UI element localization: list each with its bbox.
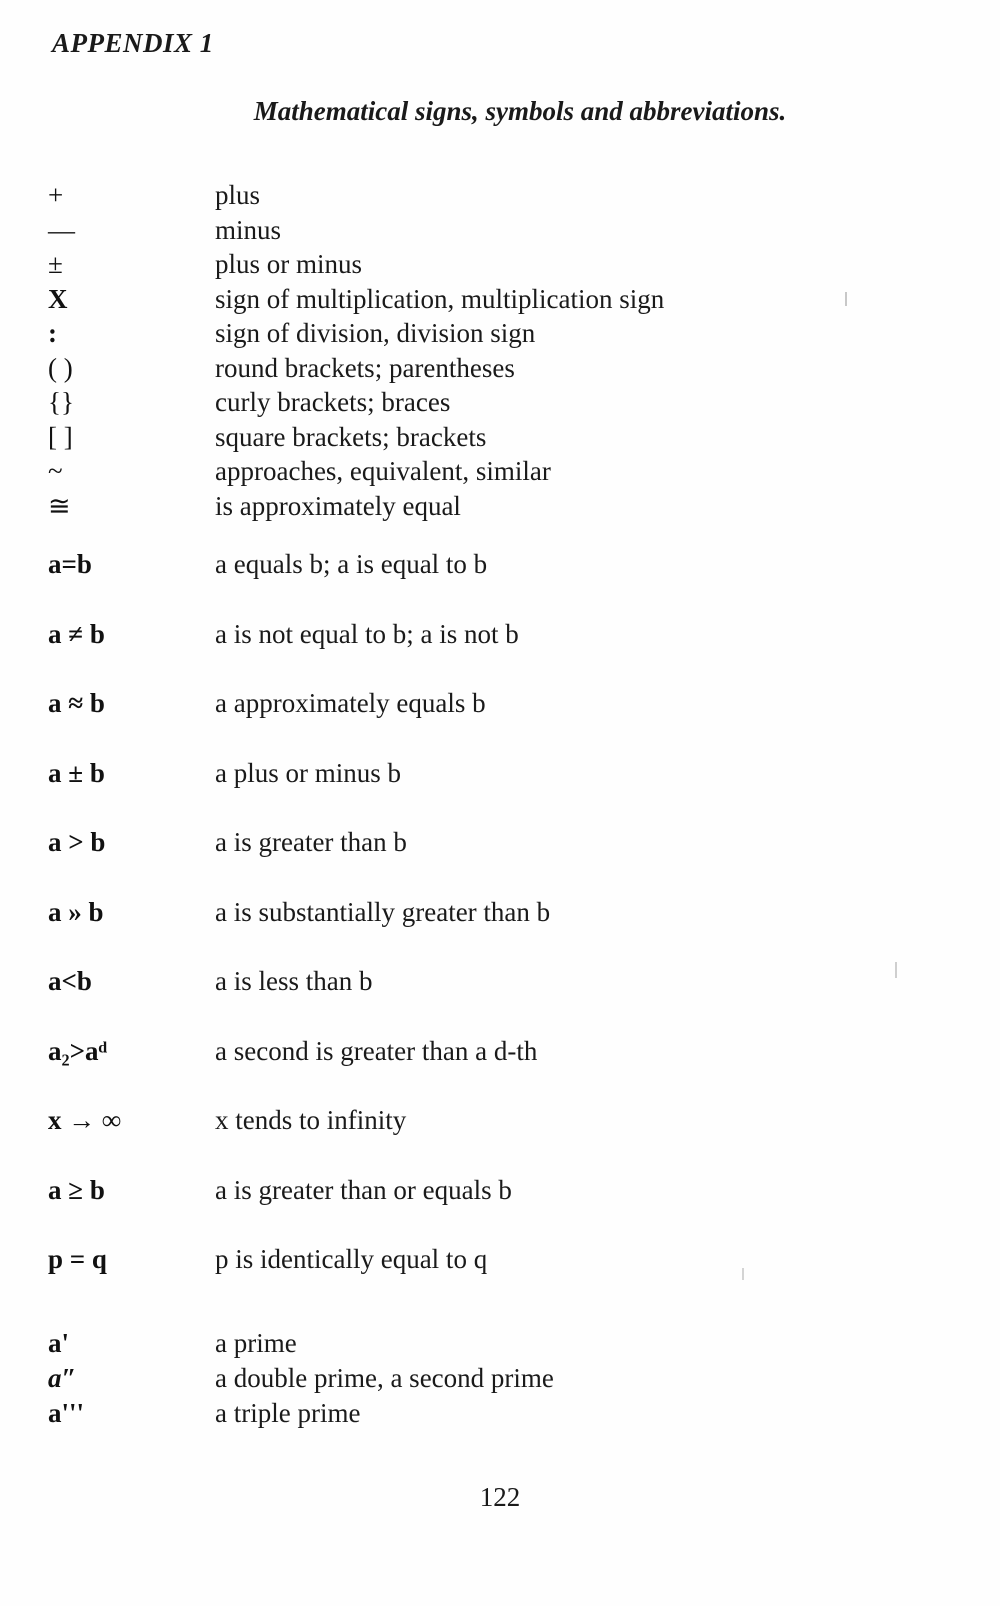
description-cell: minus (215, 214, 282, 245)
description-cell: curly brackets; braces (215, 387, 451, 417)
table-row (0, 353, 1000, 388)
symbol-cell: p = q (48, 1244, 107, 1274)
table-row (0, 549, 1000, 619)
description-cell: sign of multiplication, multiplication sign (215, 283, 665, 314)
table-row (0, 284, 1000, 319)
description-cell: a second is greater than a d-th (215, 1035, 538, 1066)
description-cell: a is greater than or equals b (215, 1174, 512, 1205)
symbol-cell: ± (48, 249, 63, 279)
description-cell: square brackets; brackets (215, 421, 487, 452)
symbol-group-primes (0, 1328, 1000, 1433)
symbol-cell: a<b (48, 966, 92, 996)
table-row (0, 1105, 1000, 1175)
symbol-cell: a₂>aᵈ (48, 1035, 108, 1066)
table-row (0, 1398, 1000, 1433)
description-cell: a prime (215, 1327, 297, 1358)
symbol-group-basic (0, 180, 1000, 525)
symbol-cell: a' (48, 1327, 70, 1358)
symbol-cell: a > b (48, 827, 106, 857)
table-row (0, 249, 1000, 284)
table-row (0, 688, 1000, 758)
table-row (0, 180, 1000, 215)
scan-artifact (742, 1268, 744, 1280)
description-cell: a is less than b (215, 966, 373, 996)
table-row (0, 758, 1000, 828)
description-cell: plus or minus (215, 249, 363, 279)
description-cell: a equals b; a is equal to b (215, 549, 488, 579)
table-row (0, 827, 1000, 897)
page-title: Mathematical signs, symbols and abbreviations. (253, 96, 787, 126)
description-cell: x tends to infinity (215, 1105, 407, 1135)
symbol-cell: X (48, 283, 68, 314)
symbol-cell: + (48, 180, 64, 210)
description-cell: a is greater than b (215, 827, 407, 857)
symbol-cell: a ≥ b (48, 1174, 105, 1205)
symbol-cell: [ ] (48, 421, 73, 452)
symbol-cell: a ± b (48, 757, 105, 788)
table-row (0, 318, 1000, 353)
description-cell: a triple prime (215, 1397, 361, 1428)
symbol-table (0, 180, 1000, 1433)
table-row (0, 1328, 1000, 1363)
symbol-cell: ≅ (48, 490, 71, 521)
table-row (0, 387, 1000, 422)
symbol-cell: x → ∞ (48, 1105, 122, 1135)
description-cell: a double prime, a second prime (215, 1362, 554, 1393)
table-row (0, 491, 1000, 526)
table-row (0, 422, 1000, 457)
symbol-cell: : (48, 318, 57, 348)
table-row (0, 1036, 1000, 1106)
description-cell: round brackets; parentheses (215, 352, 515, 383)
description-cell: a is not equal to b; a is not b (215, 618, 519, 649)
symbol-cell: a » b (48, 896, 104, 927)
symbol-cell: {} (48, 387, 74, 417)
page-number: 122 (479, 1482, 521, 1512)
description-cell: approaches, equivalent, similar (215, 456, 551, 486)
table-row (0, 1244, 1000, 1314)
description-cell: a plus or minus b (215, 757, 401, 788)
symbol-cell: ~ (48, 456, 63, 486)
appendix-heading: APPENDIX 1 (52, 28, 214, 58)
table-row (0, 1175, 1000, 1245)
symbol-cell: — (48, 214, 75, 245)
symbol-cell: a ≈ b (48, 688, 105, 718)
table-row (0, 619, 1000, 689)
symbol-cell: ( ) (48, 352, 73, 383)
scan-artifact (845, 292, 847, 306)
symbol-cell: a″ (48, 1362, 77, 1393)
symbol-cell: a''' (48, 1397, 85, 1428)
scan-artifact (895, 962, 897, 978)
description-cell: p is identically equal to q (215, 1244, 488, 1274)
symbol-cell: a=b (48, 549, 92, 579)
symbol-group-relations (0, 549, 1000, 1314)
table-row (0, 456, 1000, 491)
description-cell: plus (215, 180, 261, 210)
table-row (0, 966, 1000, 1036)
description-cell: a is substantially greater than b (215, 896, 551, 927)
table-row (0, 1363, 1000, 1398)
description-cell: is approximately equal (215, 490, 461, 521)
description-cell: sign of division, division sign (215, 318, 536, 348)
symbol-cell: a ≠ b (48, 618, 105, 649)
table-row (0, 215, 1000, 250)
description-cell: a approximately equals b (215, 688, 486, 718)
table-row (0, 897, 1000, 967)
